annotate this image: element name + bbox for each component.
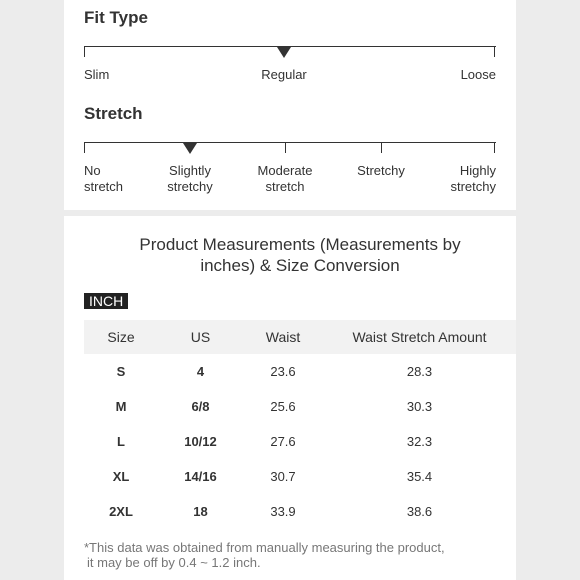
unit-badge: INCH [84, 293, 128, 309]
stretch-selected-marker-icon [183, 143, 197, 154]
stretch-tick-1 [84, 142, 85, 153]
stretch-tick-4 [381, 142, 382, 153]
header-us: US [190, 329, 211, 345]
cell-us: 18 [193, 504, 208, 519]
cell-waist: 25.6 [270, 399, 296, 414]
measurement-note [84, 540, 445, 570]
cell-waist-stretch: 30.3 [406, 399, 433, 414]
measurements-title: Product Measurements (Measurements by inches) & Size Conversion [139, 235, 461, 275]
cell-waist-stretch: 28.3 [406, 364, 433, 379]
fit-tick-loose [494, 46, 495, 57]
fit-selected-marker-icon [277, 47, 291, 58]
table-header-row [84, 320, 516, 354]
stretch-tick-3 [285, 142, 286, 153]
table-row [84, 354, 516, 389]
header-waist: Waist [265, 329, 301, 345]
cell-size: XL [112, 469, 130, 484]
size-table [84, 320, 516, 529]
cell-us: 6/8 [191, 399, 210, 414]
stretch-label-moderate: Moderate stretch [257, 163, 313, 194]
table-row [84, 459, 516, 494]
cell-waist-stretch: 32.3 [406, 434, 433, 449]
stretch-label-no: No stretch [84, 163, 124, 194]
note-line-2: it may be off by 0.4 ~ 1.2 inch. [87, 555, 261, 570]
cell-size: M [115, 399, 127, 414]
header-size: Size [107, 329, 135, 345]
cell-us: 4 [196, 364, 205, 379]
stretch-title: Stretch [84, 104, 143, 123]
fit-stretch-card [64, 0, 516, 210]
cell-waist-stretch: 35.4 [406, 469, 433, 484]
fit-label-loose: Loose [460, 67, 496, 82]
header-waist-stretch: Waist Stretch Amount [352, 329, 487, 345]
cell-us: 10/12 [184, 434, 217, 449]
fit-tick-slim [84, 46, 85, 57]
stretch-label-stretchy: Stretchy [357, 163, 405, 178]
cell-waist: 33.9 [270, 504, 296, 519]
table-row [84, 389, 516, 424]
stretch-label-highly: Highly stretchy [450, 163, 496, 194]
cell-size: L [117, 434, 125, 449]
cell-size: S [116, 364, 126, 379]
table-row [84, 494, 516, 529]
cell-size: 2XL [109, 504, 133, 519]
note-line-1: *This data was obtained from manually measuring the product, [84, 540, 445, 555]
stretch-label-slightly: Slightly stretchy [167, 163, 213, 194]
cell-waist: 23.6 [270, 364, 296, 379]
cell-waist-stretch: 38.6 [406, 504, 433, 519]
cell-waist: 27.6 [270, 434, 296, 449]
stretch-tick-5 [494, 142, 495, 153]
fit-label-slim: Slim [84, 67, 110, 82]
table-row [84, 424, 516, 459]
cell-us: 14/16 [184, 469, 217, 484]
measurements-card [64, 216, 516, 580]
fit-type-title: Fit Type [84, 8, 148, 27]
fit-label-regular: Regular [261, 67, 307, 82]
cell-waist: 30.7 [270, 469, 296, 484]
stretch-scale-line [84, 142, 496, 143]
